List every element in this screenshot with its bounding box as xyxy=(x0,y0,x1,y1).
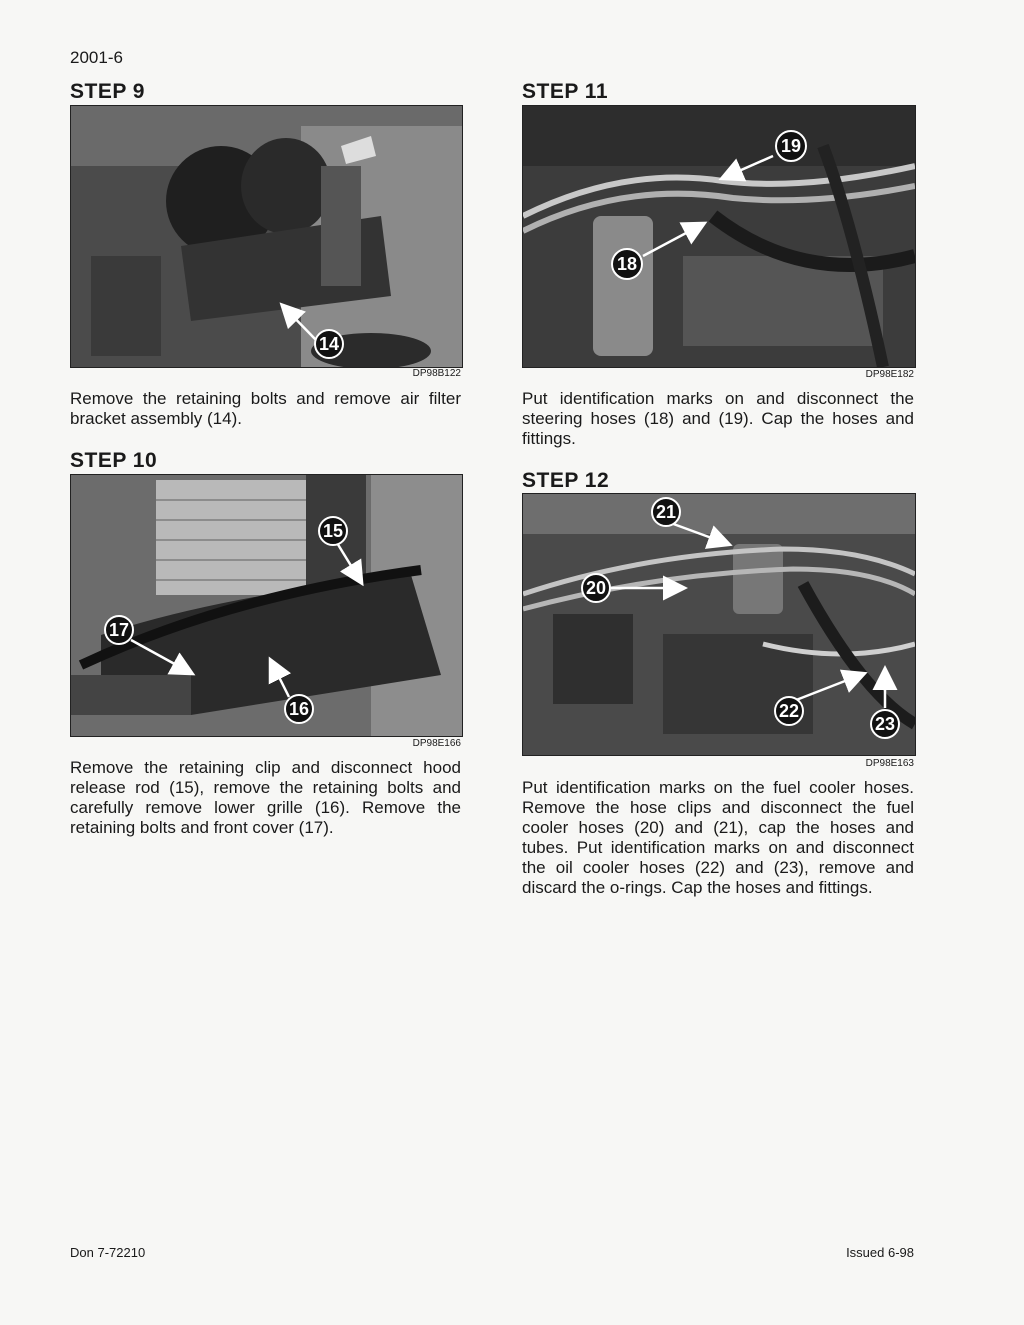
step-10-heading: STEP 10 xyxy=(70,449,158,472)
step-12-text: Put identification marks on the fuel cooler hoses. Remove the hose clips and disconnect the fuel cooler hoses (20) and (21), cap the hoses and tubes. Put identification marks on and disconnect the oil cooler hoses (22) and (23), remove and discard the o-rings. Cap the hoses and fittings. xyxy=(522,778,914,897)
step-10-photo-code: DP98E166 xyxy=(412,738,461,749)
page-number: 2001-6 xyxy=(70,48,123,67)
step-12-photo xyxy=(522,493,916,756)
step-9-photo xyxy=(70,105,463,368)
step-12-photo-code: DP98E163 xyxy=(865,758,914,769)
callout-16 xyxy=(285,695,313,723)
step-11-photo-code: DP98E182 xyxy=(865,369,914,380)
callout-15 xyxy=(319,517,347,545)
svg-text:14: 14 xyxy=(318,334,340,354)
svg-text:16: 16 xyxy=(288,699,310,719)
footer-document-id: Don 7-72210 xyxy=(70,1245,146,1260)
step-10-photo xyxy=(70,474,463,737)
step-9-heading: STEP 9 xyxy=(70,80,145,103)
callout-22 xyxy=(775,697,803,725)
svg-text:15: 15 xyxy=(322,521,344,541)
svg-text:19: 19 xyxy=(780,136,802,156)
svg-text:17: 17 xyxy=(108,620,130,640)
step-11-photo xyxy=(522,105,916,368)
callout-19 xyxy=(776,131,806,161)
svg-text:20: 20 xyxy=(585,578,607,598)
step-11-text: Put identification marks on and disconnect the steering hoses (18) and (19). Cap the hoses and fittings. xyxy=(522,389,914,448)
step-9-photo-code: DP98B122 xyxy=(412,368,461,379)
callout-17 xyxy=(105,616,133,644)
svg-text:21: 21 xyxy=(655,502,677,522)
callout-23 xyxy=(871,710,899,738)
step-12-heading: STEP 12 xyxy=(522,469,610,492)
step-10-text: Remove the retaining clip and disconnect hood release rod (15), remove the retaining bolts and carefully remove lower grille (16). Remove the retaining bolts and front cover (17). xyxy=(70,758,461,837)
step-9-text: Remove the retaining bolts and remove air filter bracket assembly (14). xyxy=(70,389,461,428)
svg-text:22: 22 xyxy=(778,701,800,721)
callout-21 xyxy=(652,498,680,526)
svg-text:18: 18 xyxy=(616,254,638,274)
callout-14 xyxy=(315,330,343,358)
svg-text:23: 23 xyxy=(874,714,896,734)
step-11-heading: STEP 11 xyxy=(522,80,609,103)
callout-18 xyxy=(612,249,642,279)
footer-issue-date: Issued 6-98 xyxy=(846,1245,914,1260)
callout-20 xyxy=(582,574,610,602)
